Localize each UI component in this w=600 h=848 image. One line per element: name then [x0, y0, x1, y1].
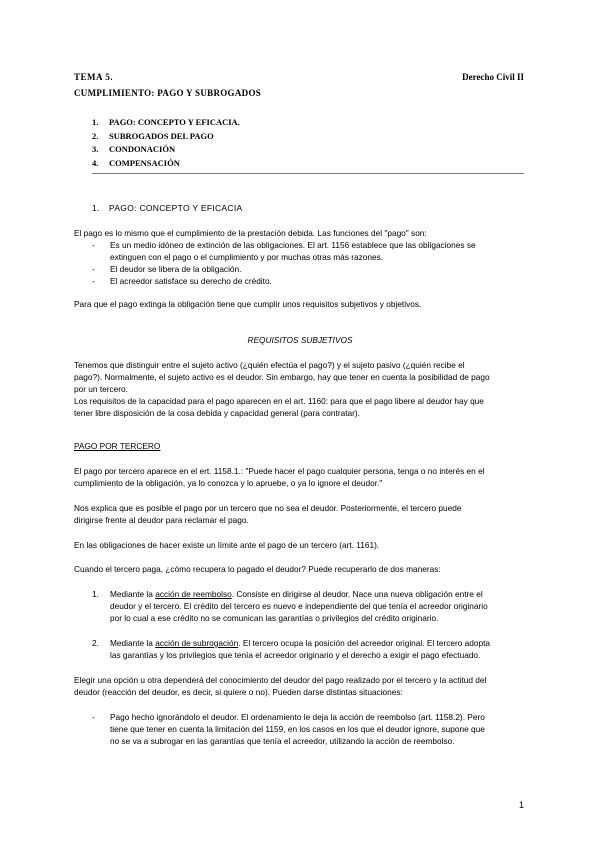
term-subrogacion: acción de subrogación	[155, 638, 239, 648]
bullet-continuation: extinguen con el pago o el cumplimiento y por muchas otras más razones.	[110, 252, 384, 262]
paragraph-line: tener libre disposición de la cosa debida y capacidad general (para contratar).	[74, 408, 360, 418]
numbered-item	[92, 637, 490, 649]
subsection-heading: REQUISITOS SUBJETIVOS	[247, 335, 353, 345]
section-heading-text: PAGO: CONCEPTO Y EFICACIA	[109, 203, 243, 213]
toc-item-label: COMPENSACIÓN	[109, 157, 180, 168]
course-name: Derecho Civil II	[462, 72, 524, 82]
toc-item-number: 4.	[92, 157, 99, 168]
paragraph-line: En las obligaciones de hacer existe un límite ante el pago de un tercero (art. 1161).	[74, 540, 380, 550]
term-reembolso: acción de reembolso	[155, 589, 232, 599]
item-continuation: deudor y el tercero. El crédito del tercero es nuevo e independiente del que tenía el acreedor originario	[110, 601, 488, 611]
section-number: 1.	[92, 203, 100, 213]
toc-item-label: PAGO: CONCEPTO Y EFICACIA.	[109, 117, 240, 127]
bullet-text: Pago hecho ignorándolo el deudor. El ordenamiento le deja la acción de reembolso (art. 1158.2). Pero	[110, 712, 485, 722]
paragraph-line: pago?). Normalmente, el sujeto activo es el deudor. Sin embargo, hay que tener en cuenta la posibilidad de pago	[74, 372, 490, 382]
bullet-text: El deudor se libera de la obligación.	[110, 264, 242, 274]
item-text: . Consiste en dirigirse al deudor. Nace una nueva obligación entre el	[231, 589, 483, 599]
item-text: Mediante la	[110, 589, 156, 599]
toc-item	[92, 131, 240, 145]
toc-item	[92, 144, 240, 158]
document-title: TEMA 5.	[74, 72, 114, 82]
item-continuation: por lo cual a ese crédito no se comunican las garantías o privilegios del crédito originario.	[110, 613, 439, 623]
paragraph-line: dirigirse frente al deudor para reclamar el pago.	[74, 515, 249, 525]
subsection-heading: PAGO POR TERCERO	[74, 441, 161, 451]
paragraph-line: deudor (reacción del deudor, es decir, si quiere o no). Pueden darse distintas situaciones:	[74, 687, 403, 697]
paragraph-line: Los requisitos de la capacidad para el pago aparecen en el art. 1160: para que el pago libere al deudor hay que	[74, 396, 484, 406]
paragraph-line: Cuando el tercero paga, ¿cómo recupera lo pagado el deudor? Puede recuperarlo de dos maneras:	[74, 564, 441, 574]
toc-item-number: 1.	[92, 117, 99, 127]
paragraph-line: El pago por tercero aparece en el ert. 1158.1.: "Puede hacer el pago cualquier persona, tenga o no interés en el	[74, 466, 485, 476]
paragraph-line: Nos explica que es posible el pago por un tercero que no sea el deudor. Posteriormente, el tercero puede	[74, 503, 462, 513]
toc-item-label: CONDONACIÓN	[109, 144, 176, 154]
paragraph-line: Tenemos que distinguir entre el sujeto activo (¿quién efectúa el pago?) y el sujeto pasivo (¿quién recibe el	[74, 360, 465, 370]
page-number: 1	[518, 800, 524, 810]
item-number: 1.	[92, 589, 99, 599]
table-of-contents	[92, 117, 240, 171]
toc-item	[92, 117, 240, 131]
paragraph-line: cumplimiento de la obligación, ya lo conozca y lo apruebe, o ya lo ignore el deudor."	[74, 478, 383, 488]
item-text: Mediante la	[110, 638, 156, 648]
numbered-item	[92, 588, 483, 600]
section-heading	[92, 203, 242, 213]
bullet-item	[92, 275, 272, 287]
item-continuation: las garantías y los privilegios que tenía el acreedor originario y el derecho a exigir el pago efectuado.	[110, 650, 481, 660]
paragraph-line: por un tercero.	[74, 384, 128, 394]
toc-item-number: 2.	[92, 130, 99, 141]
item-text: . El tercero ocupa la posición del acreedor original. El tercero adopta	[238, 638, 491, 648]
bullet-text: Es un medio idóneo de extinción de las obligaciones. El art. 1156 establece que las obligaciones se	[110, 240, 476, 250]
bullet-dash: -	[92, 264, 95, 274]
paragraph-intro: El pago es lo mismo que el cumplimiento de la prestación debida. Las funciones del "pago" son:	[74, 228, 427, 238]
toc-item-number: 3.	[92, 144, 99, 154]
bullet-item	[92, 711, 485, 723]
horizontal-divider	[92, 173, 524, 174]
bullet-text: El acreedor satisface su derecho de crédito.	[110, 276, 272, 286]
toc-item-label: SUBROGADOS DEL PAGO	[109, 130, 214, 141]
bullet-dash: -	[92, 712, 95, 722]
bullet-continuation: no se va a subrogar en las garantías que tenía el acreedor, utilizando la acción de reembolso.	[110, 736, 455, 746]
bullet-continuation: tiene que tener en cuenta la limitación del 1159, en los casos en los que el deudor ignore, supone que	[110, 724, 485, 734]
bullet-item	[92, 263, 241, 275]
toc-item	[92, 158, 240, 172]
document-subtitle: CUMPLIMIENTO: PAGO Y SUBROGADOS	[74, 88, 262, 98]
bullet-dash: -	[92, 276, 95, 286]
paragraph-line: Elegir una opción u otra dependerá del conocimiento del deudor del pago realizado por el tercero y la actitud del	[74, 675, 487, 685]
bullet-dash: -	[92, 240, 95, 250]
bullet-item	[92, 239, 476, 251]
item-number: 2.	[92, 638, 99, 648]
paragraph-closing: Para que el pago extinga la obligación tiene que cumplir unos requisitos subjetivos y objetivos.	[74, 299, 422, 309]
